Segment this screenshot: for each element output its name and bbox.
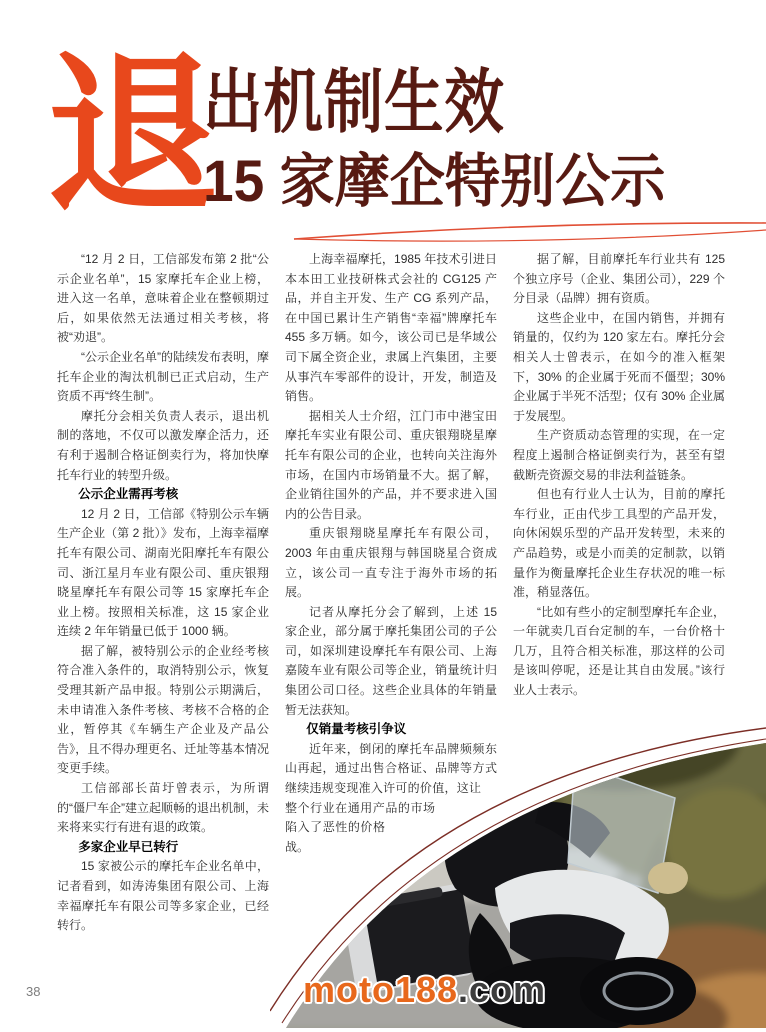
- paragraph: 15 家被公示的摩托车企业名单中，记者看到，如涛涛集团有限公司、上海幸福摩托车有限公司等多家企业，已经转行。: [57, 859, 269, 933]
- paragraph: 据相关人士介绍，江门市中港宝田摩托车实业有限公司、重庆银翔晓星摩托车有限公司的企业，也转向关注海外市场，在国内市场销量不大。据了解，企业销往国外的产品，并不要求进入国内的公告目录。: [285, 408, 497, 521]
- section-heading: 多家企业早已转行: [78, 839, 179, 854]
- page-number: 38: [26, 984, 41, 999]
- paragraph: 摩托分会相关负责人表示，退出机制的落地，不仅可以激发摩企活力，还有利于遏制合格证倒卖行为，将加快摩托车行业的转型升级。: [57, 408, 269, 482]
- masthead-lead-character: 退: [46, 40, 218, 232]
- headline-underline-flourish: [280, 216, 766, 248]
- article-column-3: [513, 250, 725, 701]
- paragraph: “比如有些小的定制型摩托车企业，一年就卖几百台定制的车，一台价格十几万，且符合相关标准，那这样的公司是该叫停呢，还是让其自由发展。”该行业人士表示。: [513, 604, 725, 698]
- paragraph: “公示企业名单”的陆续发布表明，摩托车企业的淘汰机制已正式启动，生产资质不再“终生制”。: [57, 349, 269, 404]
- site-watermark: [303, 969, 546, 1011]
- headline-line-2: 15 家摩企特别公示: [203, 149, 666, 214]
- headline-line-1: 出机制生效: [203, 63, 505, 141]
- paragraph: 近年来，倒闭的摩托车品牌频频东山再起，通过出售合格证、品牌等方式继续违规变现准入许可的价值，这让整个行业在通用产品的市场陷入了恶性的价格战。: [285, 740, 497, 858]
- paragraph: “12 月 2 日，工信部发布第 2 批“公示企业名单”，15 家摩托车企业上榜，进入这一名单，意味着企业在整顿期过后，如果依然无法通过相关考核，将被“劝退”。: [57, 252, 269, 345]
- paragraph: 重庆银翔晓星摩托车有限公司，2003 年由重庆银翔与韩国晓星合资成立，该公司一直专注于海外市场的拓展。: [285, 526, 497, 600]
- paragraph: 上海幸福摩托，1985 年技术引进日本本田工业技研株式会社的 CG125 产品，并自主开发、生产 CG 系列产品，在中国已累计生产销售“幸福”牌摩托车 455 多万辆。如今，该公司已是华域公司下属全资企业，隶属上汽集团，主要从事汽车零部件的设计，开发，制造及销售。: [285, 252, 497, 404]
- section-heading: 公示企业需再考核: [78, 487, 179, 502]
- paragraph: 记者从摩托分会了解到，上述 15 家企业，部分属于摩托集团公司的子公司，如深圳建设摩托车有限公司、上海嘉陵车业有限公司等企业，销量统计归集团公司口径。这些企业具体的年销量暂无法获知。: [285, 604, 497, 717]
- article-column-1: [57, 250, 269, 936]
- paragraph: 据了解，目前摩托车行业共有 125 个独立序号（企业、集团公司），229 个分目录（品牌）拥有资质。: [513, 252, 725, 306]
- paragraph: 工信部部长苗圩曾表示，为所谓的“僵尸车企”建立起顺畅的退出机制，未来将来实行有进有退的政策。: [57, 781, 269, 835]
- section-heading: 仅销量考核引争议: [306, 722, 407, 737]
- watermark-suffix: .com: [458, 969, 547, 1010]
- paragraph: 但也有行业人士认为，目前的摩托车行业，正由代步工具型的产品开发，向休闲娱乐型的产品开发转型，未来的产品趋势，或是小而美的定制款，以销量作为衡量摩托企业生存状况的唯一标准，稍显落伍。: [513, 487, 725, 600]
- watermark-main: moto188: [303, 969, 459, 1010]
- paragraph: 12 月 2 日，工信部《特别公示车辆生产企业（第 2 批）》发布，上海幸福摩托车有限公司、湖南光阳摩托车有限公司、浙江星月车业有限公司、重庆银翔晓星摩托车有限公司等 15 家摩托车企业上榜。按照相关标准，这 15 家企业连续 2 年年销量已低于 1000 辆。: [57, 506, 269, 639]
- paragraph: 生产资质动态管理的实现，在一定程度上遏制合格证倒卖行为，甚至有望截断壳资源交易的非法利益链条。: [513, 428, 725, 482]
- paragraph: 这些企业中，在国内销售，并拥有销量的，仅约为 120 家左右。摩托分会相关人士曾表示，在如今的准入框架下，30% 的企业属于死而不僵型；30% 企业属于半死不活型；仅有 30% 企业属于发展型。: [513, 310, 725, 423]
- paragraph: 据了解，被特别公示的企业经考核符合准入条件的，取消特别公示，恢复受理其新产品申报。特别公示期满后，未申请准入条件考核、考核不合格的企业，暂停其《车辆生产企业及产品公告》，且不得办理更名、迁址等基本情况变更手续。: [57, 643, 269, 776]
